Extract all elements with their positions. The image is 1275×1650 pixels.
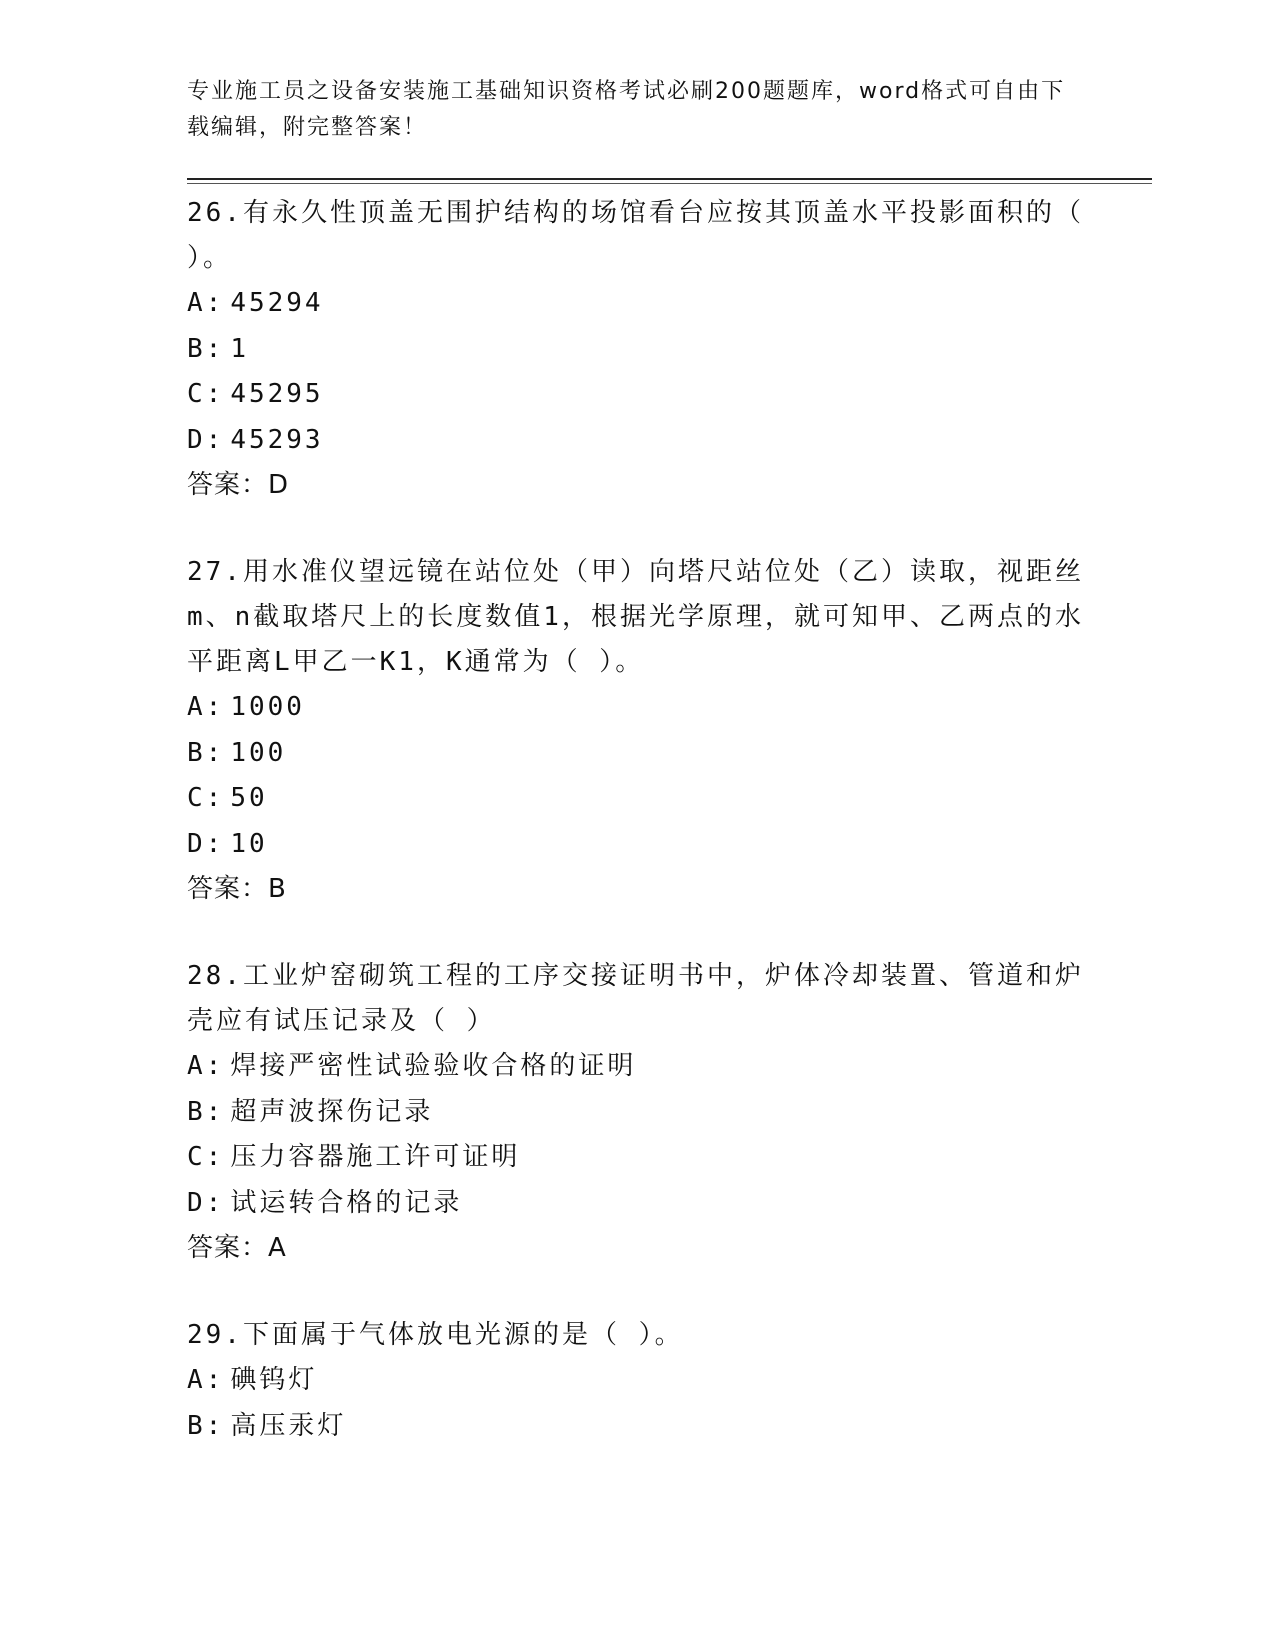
document-header: 专业施工员之设备安装施工基础知识资格考试必刷200题题库，word格式可自由下载编辑，附完整答案！ [187,79,1066,140]
option-text: 压力容器施工许可证明 [230,1142,521,1172]
option-text: 10 [230,828,268,859]
option-text: 1000 [230,692,305,722]
option-letter: D: [187,1187,225,1218]
option-text: 1 [230,333,249,364]
answer-line: 答案：D [187,470,290,500]
option-text: 45293 [230,424,324,455]
option-letter: C: [187,379,225,409]
option-text: 45295 [230,379,324,409]
option-text: 试运转合格的记录 [230,1187,463,1218]
option-d [187,1181,1087,1227]
option-c [187,372,1087,418]
option-c [187,776,1087,822]
header-divider-thick [187,178,1152,180]
option-text: 超声波探伤记录 [230,1096,434,1127]
question-stem: 26.有永久性顶盖无围护结构的场馆看台应按其顶盖水平投影面积的（ ）。 [187,198,1084,273]
option-letter: A: [187,1051,225,1081]
question-stem: 27.用水准仪望远镜在站位处（甲）向塔尺站位处（乙）读取，视距丝m、n截取塔尺上的长度数值1，根据光学原理，就可知甲、乙两点的水平距离L甲乙一K1，K通常为（ ）。 [187,557,1084,677]
option-letter: D: [187,424,225,455]
answer-line: 答案：A [187,1233,287,1263]
option-letter: C: [187,1142,225,1172]
option-letter: B: [187,737,225,768]
question-27 [187,550,1087,912]
option-letter: B: [187,1410,225,1441]
option-b [187,327,1087,373]
option-c [187,1135,1087,1181]
question-26 [187,191,1087,508]
option-d [187,418,1087,464]
option-text: 焊接严密性试验验收合格的证明 [230,1051,637,1081]
question-list [187,191,1087,1491]
option-letter: A: [187,288,225,318]
option-d [187,822,1087,868]
option-letter: A: [187,692,225,722]
option-letter: D: [187,828,225,859]
option-letter: B: [187,1096,225,1127]
option-letter: B: [187,333,225,364]
header-divider-thin [187,183,1152,184]
option-b [187,1090,1087,1136]
option-letter: A: [187,1365,225,1395]
option-text: 50 [230,783,268,813]
option-a [187,685,1087,731]
question-28 [187,954,1087,1271]
question-29 [187,1313,1087,1449]
option-text: 100 [230,737,287,768]
option-a [187,1358,1087,1404]
answer-line: 答案：B [187,874,287,904]
question-stem: 28.工业炉窑砌筑工程的工序交接证明书中，炉体冷却装置、管道和炉壳应有试压记录及（ ） [187,961,1084,1036]
option-text: 碘钨灯 [230,1365,318,1395]
question-stem: 29.下面属于气体放电光源的是（ ）。 [187,1320,684,1350]
option-letter: C: [187,783,225,813]
option-a [187,281,1087,327]
option-a [187,1044,1087,1090]
option-text: 高压汞灯 [230,1410,347,1441]
option-b [187,731,1087,777]
option-b [187,1404,1087,1450]
option-text: 45294 [230,288,324,318]
